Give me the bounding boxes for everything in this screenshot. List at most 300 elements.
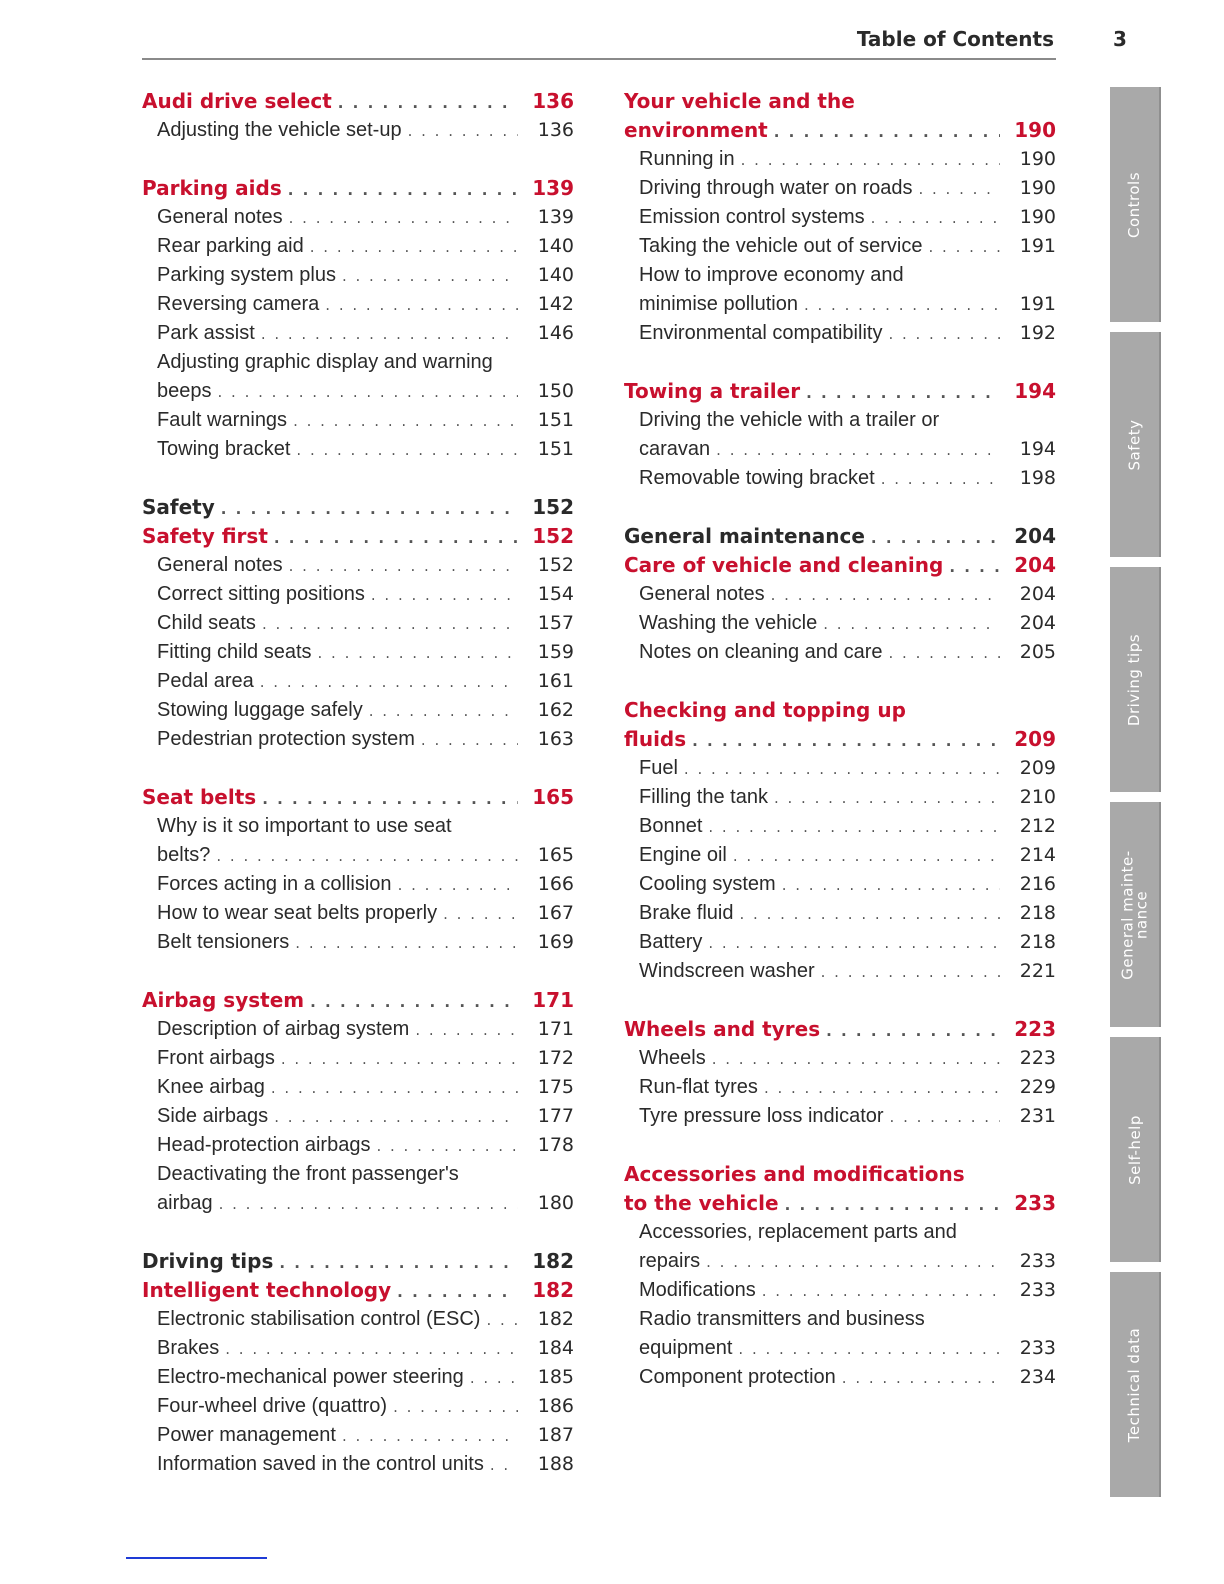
entry-title: Correct sitting positions bbox=[157, 583, 365, 605]
page-ref: 204 bbox=[1019, 612, 1056, 634]
toc-entry[interactable] bbox=[624, 1247, 1056, 1276]
page-ref: 151 bbox=[537, 438, 574, 460]
toc-chapter-entry[interactable] bbox=[624, 1015, 1056, 1044]
toc-entry[interactable] bbox=[142, 1015, 574, 1044]
toc-entry[interactable] bbox=[624, 145, 1056, 174]
chapter-tab[interactable] bbox=[1110, 87, 1161, 322]
entry-title: Pedestrian protection system bbox=[157, 728, 415, 750]
dot-leader bbox=[304, 988, 518, 1017]
entry-title: Reversing camera bbox=[157, 293, 320, 315]
page-ref: 209 bbox=[1019, 757, 1056, 779]
entry-title: Child seats bbox=[157, 612, 256, 634]
page-ref: 190 bbox=[1019, 206, 1056, 228]
chapter-title: Towing a trailer bbox=[624, 379, 801, 403]
page-ref: 209 bbox=[1014, 727, 1056, 751]
dot-leader bbox=[256, 785, 518, 814]
section-spacer bbox=[142, 754, 574, 783]
toc-entry[interactable] bbox=[624, 1334, 1056, 1363]
toc-chapter-entry[interactable] bbox=[624, 377, 1056, 406]
page-ref: 229 bbox=[1019, 1076, 1056, 1098]
dot-leader bbox=[700, 1248, 1000, 1277]
page-ref: 136 bbox=[532, 89, 574, 113]
chapter-tab[interactable] bbox=[1110, 1037, 1161, 1262]
toc-entry[interactable] bbox=[624, 928, 1056, 957]
page-ref: 233 bbox=[1019, 1337, 1056, 1359]
dot-leader bbox=[768, 784, 1000, 813]
entry-title: Bonnet bbox=[639, 815, 703, 837]
dot-leader bbox=[215, 495, 518, 524]
dot-leader bbox=[923, 233, 1001, 262]
entry-title: Cooling system bbox=[639, 873, 776, 895]
toc-entry[interactable] bbox=[142, 319, 574, 348]
dot-leader bbox=[865, 524, 1000, 553]
toc-chapter-entry[interactable] bbox=[624, 551, 1056, 580]
dot-leader bbox=[212, 378, 519, 407]
page-ref: 171 bbox=[532, 988, 574, 1012]
header-divider bbox=[142, 58, 1056, 60]
page-ref: 194 bbox=[1014, 379, 1056, 403]
page-ref: 192 bbox=[1019, 322, 1056, 344]
chapter-tab[interactable] bbox=[1110, 1272, 1161, 1497]
toc-entry[interactable] bbox=[624, 841, 1056, 870]
dot-leader bbox=[336, 1422, 518, 1451]
entry-title: repairs bbox=[639, 1250, 701, 1272]
dot-leader bbox=[365, 581, 518, 610]
toc-entry[interactable] bbox=[142, 1392, 574, 1421]
dot-leader bbox=[268, 524, 518, 553]
toc-chapter-entry[interactable] bbox=[142, 493, 574, 522]
toc-entry[interactable] bbox=[142, 203, 574, 232]
dot-leader bbox=[912, 175, 1000, 204]
entry-title: Washing the vehicle bbox=[639, 612, 818, 634]
entry-title: Adjusting graphic display and warning bbox=[157, 351, 493, 373]
entry-title: Wheels bbox=[639, 1047, 706, 1069]
page-ref: 167 bbox=[537, 902, 574, 924]
entry-title: Parking system plus bbox=[157, 264, 336, 286]
toc-entry[interactable] bbox=[142, 696, 574, 725]
section-spacer bbox=[142, 145, 574, 174]
page-ref: 152 bbox=[532, 495, 574, 519]
chapter-title: fluids bbox=[624, 727, 687, 751]
page-ref: 182 bbox=[537, 1308, 574, 1330]
toc-entry[interactable] bbox=[142, 609, 574, 638]
chapter-tab[interactable] bbox=[1110, 567, 1161, 792]
dot-leader bbox=[219, 1335, 518, 1364]
chapter-title: Safety first bbox=[142, 524, 268, 548]
chapter-title: Accessories and modifications bbox=[624, 1162, 965, 1186]
page-ref: 187 bbox=[537, 1424, 574, 1446]
chapter-title: Care of vehicle and cleaning bbox=[624, 553, 944, 577]
section-spacer bbox=[142, 1218, 574, 1247]
dot-leader bbox=[387, 1393, 518, 1422]
entry-title: How to improve economy and bbox=[639, 264, 904, 286]
toc-chapter-entry[interactable] bbox=[142, 522, 574, 551]
toc-chapter-entry[interactable] bbox=[142, 87, 574, 116]
entry-title: Taking the vehicle out of service bbox=[639, 235, 923, 257]
page-ref: 223 bbox=[1019, 1047, 1056, 1069]
entry-title: Electro-mechanical power steering bbox=[157, 1366, 464, 1388]
entry-title: Tyre pressure loss indicator bbox=[639, 1105, 884, 1127]
page-ref: 221 bbox=[1019, 960, 1056, 982]
entry-title: equipment bbox=[639, 1337, 733, 1359]
page-ref: 191 bbox=[1019, 293, 1056, 315]
toc-entry[interactable] bbox=[142, 725, 574, 754]
toc-entry[interactable] bbox=[142, 1073, 574, 1102]
toc-entry[interactable] bbox=[624, 1044, 1056, 1073]
dot-leader bbox=[884, 1103, 1000, 1132]
toc-entry[interactable] bbox=[142, 406, 574, 435]
entry-title: Notes on cleaning and care bbox=[639, 641, 883, 663]
entry-title: Brakes bbox=[157, 1337, 220, 1359]
page-ref: 151 bbox=[537, 409, 574, 431]
chapter-tab-label: Technical data bbox=[1125, 1327, 1144, 1442]
dot-leader bbox=[464, 1364, 518, 1393]
toc-entry[interactable] bbox=[624, 319, 1056, 348]
chapter-tab[interactable] bbox=[1110, 802, 1161, 1027]
entry-title: Power management bbox=[157, 1424, 336, 1446]
toc-entry[interactable] bbox=[624, 1073, 1056, 1102]
entry-title: Modifications bbox=[639, 1279, 756, 1301]
entry-title: Pedal area bbox=[157, 670, 254, 692]
dot-leader bbox=[732, 1335, 1000, 1364]
chapter-title: Intelligent technology bbox=[142, 1278, 392, 1302]
chapter-title: to the vehicle bbox=[624, 1191, 779, 1215]
page-ref: 177 bbox=[537, 1105, 574, 1127]
toc-chapter-entry[interactable] bbox=[142, 174, 574, 203]
dot-leader bbox=[319, 291, 518, 320]
page-ref: 163 bbox=[537, 728, 574, 750]
page-ref: 152 bbox=[532, 524, 574, 548]
dot-leader bbox=[734, 900, 1001, 929]
page-ref: 210 bbox=[1019, 786, 1056, 808]
dot-leader bbox=[756, 1277, 1000, 1306]
toc-chapter-entry[interactable] bbox=[624, 725, 1056, 754]
toc-chapter-entry[interactable] bbox=[624, 116, 1056, 145]
page-ref: 234 bbox=[1019, 1366, 1056, 1388]
toc-entry[interactable] bbox=[142, 232, 574, 261]
toc-entry[interactable] bbox=[624, 1218, 1056, 1247]
toc-entry[interactable] bbox=[142, 290, 574, 319]
entry-title: Deactivating the front passenger's bbox=[157, 1163, 459, 1185]
toc-entry[interactable] bbox=[142, 1450, 574, 1479]
toc-entry[interactable] bbox=[142, 348, 574, 377]
chapter-title: General maintenance bbox=[624, 524, 865, 548]
toc-entry[interactable] bbox=[142, 812, 574, 841]
dot-leader bbox=[686, 727, 1000, 756]
toc-entry[interactable] bbox=[624, 406, 1056, 435]
toc-left-column bbox=[142, 87, 574, 1479]
page-ref: 205 bbox=[1019, 641, 1056, 663]
toc-entry[interactable] bbox=[624, 435, 1056, 464]
chapter-title: Airbag system bbox=[142, 988, 305, 1012]
page-ref: 140 bbox=[537, 264, 574, 286]
dot-leader bbox=[779, 1191, 1000, 1220]
entry-title: How to wear seat belts properly bbox=[157, 902, 438, 924]
entry-title: Environmental compatibility bbox=[639, 322, 883, 344]
footer-link-underline[interactable] bbox=[126, 1557, 267, 1559]
toc-entry[interactable] bbox=[624, 899, 1056, 928]
toc-entry[interactable] bbox=[624, 1363, 1056, 1392]
dot-leader bbox=[256, 610, 518, 639]
toc-entry[interactable] bbox=[142, 435, 574, 464]
toc-chapter-entry[interactable] bbox=[142, 783, 574, 812]
toc-entry[interactable] bbox=[624, 870, 1056, 899]
toc-entry[interactable] bbox=[624, 1102, 1056, 1131]
entry-title: Knee airbag bbox=[157, 1076, 265, 1098]
entry-title: Front airbags bbox=[157, 1047, 275, 1069]
entry-title: General notes bbox=[157, 206, 283, 228]
toc-entry[interactable] bbox=[624, 1305, 1056, 1334]
page-ref: 194 bbox=[1019, 438, 1056, 460]
dot-leader bbox=[706, 1045, 1000, 1074]
page-ref: 150 bbox=[537, 380, 574, 402]
entry-title: Accessories, replacement parts and bbox=[639, 1221, 957, 1243]
entry-title: airbag bbox=[157, 1192, 213, 1214]
entry-title: Rear parking aid bbox=[157, 235, 304, 257]
dot-leader bbox=[289, 929, 518, 958]
entry-title: Why is it so important to use seat bbox=[157, 815, 452, 837]
toc-chapter-entry[interactable] bbox=[142, 1276, 574, 1305]
dot-leader bbox=[702, 929, 1000, 958]
dot-leader bbox=[758, 1074, 1000, 1103]
page-ref: 162 bbox=[537, 699, 574, 721]
chapter-title: Your vehicle and the bbox=[624, 89, 855, 113]
entry-title: Running in bbox=[639, 148, 735, 170]
toc-entry[interactable] bbox=[142, 116, 574, 145]
page-ref: 165 bbox=[532, 785, 574, 809]
page-ref: 233 bbox=[1014, 1191, 1056, 1215]
entry-title: Windscreen washer bbox=[639, 960, 815, 982]
toc-chapter-entry[interactable] bbox=[624, 1160, 1056, 1189]
toc-right-column bbox=[624, 87, 1056, 1392]
page-title: Table of Contents bbox=[856, 27, 1054, 51]
dot-leader bbox=[336, 262, 518, 291]
toc-entry[interactable] bbox=[624, 580, 1056, 609]
entry-title: Forces acting in a collision bbox=[157, 873, 392, 895]
chapter-tab-label: Driving tips bbox=[1125, 633, 1144, 726]
toc-entry[interactable] bbox=[142, 1131, 574, 1160]
page-number: 3 bbox=[1113, 27, 1127, 51]
page-ref: 233 bbox=[1019, 1279, 1056, 1301]
toc-entry[interactable] bbox=[142, 1305, 574, 1334]
toc-entry[interactable] bbox=[624, 232, 1056, 261]
page-ref: 146 bbox=[537, 322, 574, 344]
toc-entry[interactable] bbox=[142, 377, 574, 406]
section-spacer bbox=[624, 667, 1056, 696]
page-ref: 216 bbox=[1019, 873, 1056, 895]
page-ref: 154 bbox=[537, 583, 574, 605]
page-ref: 212 bbox=[1019, 815, 1056, 837]
page-ref: 231 bbox=[1019, 1105, 1056, 1127]
entry-title: Fitting child seats bbox=[157, 641, 312, 663]
page-ref: 180 bbox=[537, 1192, 574, 1214]
toc-entry[interactable] bbox=[624, 290, 1056, 319]
dot-leader bbox=[437, 900, 518, 929]
dot-leader bbox=[865, 204, 1000, 233]
chapter-title: Safety bbox=[142, 495, 215, 519]
dot-leader bbox=[484, 1451, 518, 1480]
entry-title: Component protection bbox=[639, 1366, 836, 1388]
page-ref: 166 bbox=[537, 873, 574, 895]
entry-title: minimise pollution bbox=[639, 293, 798, 315]
dot-leader bbox=[678, 755, 1000, 784]
page-ref: 190 bbox=[1014, 118, 1056, 142]
chapter-tab-label: Self-help bbox=[1125, 1114, 1144, 1185]
dot-leader bbox=[943, 553, 1000, 582]
dot-leader bbox=[370, 1132, 518, 1161]
toc-chapter-entry[interactable] bbox=[624, 696, 1056, 725]
dot-leader bbox=[363, 697, 518, 726]
entry-title: Emission control systems bbox=[639, 206, 865, 228]
entry-title: Adjusting the vehicle set-up bbox=[157, 119, 402, 141]
toc-entry[interactable] bbox=[142, 899, 574, 928]
page-ref: 182 bbox=[532, 1249, 574, 1273]
dot-leader bbox=[820, 1017, 1000, 1046]
chapter-title: Wheels and tyres bbox=[624, 1017, 821, 1041]
toc-entry[interactable] bbox=[624, 609, 1056, 638]
page-ref: 159 bbox=[537, 641, 574, 663]
dot-leader bbox=[265, 1074, 518, 1103]
page-ref: 188 bbox=[537, 1453, 574, 1475]
page-ref: 142 bbox=[537, 293, 574, 315]
dot-leader bbox=[213, 1190, 518, 1219]
chapter-tab-label: Controls bbox=[1125, 171, 1144, 238]
toc-entry[interactable] bbox=[142, 667, 574, 696]
entry-title: Four-wheel drive (quattro) bbox=[157, 1395, 388, 1417]
toc-chapter-entry[interactable] bbox=[142, 1247, 574, 1276]
dot-leader bbox=[255, 320, 518, 349]
toc-entry[interactable] bbox=[142, 1189, 574, 1218]
entry-title: Driving the vehicle with a trailer or bbox=[639, 409, 940, 431]
dot-leader bbox=[290, 436, 518, 465]
page-ref: 152 bbox=[537, 554, 574, 576]
page-ref: 198 bbox=[1019, 467, 1056, 489]
toc-chapter-entry[interactable] bbox=[142, 986, 574, 1015]
entry-title: Electronic stabilisation control (ESC) bbox=[157, 1308, 481, 1330]
entry-title: Brake fluid bbox=[639, 902, 734, 924]
toc-entry[interactable] bbox=[142, 1363, 574, 1392]
toc-entry[interactable] bbox=[624, 754, 1056, 783]
page-ref: 157 bbox=[537, 612, 574, 634]
entry-title: Information saved in the control units bbox=[157, 1453, 484, 1475]
toc-entry[interactable] bbox=[624, 638, 1056, 667]
page-ref: 139 bbox=[532, 176, 574, 200]
dot-leader bbox=[735, 146, 1000, 175]
entry-title: Towing bracket bbox=[157, 438, 291, 460]
entry-title: Filling the tank bbox=[639, 786, 768, 808]
entry-title: Run-flat tyres bbox=[639, 1076, 758, 1098]
entry-title: General notes bbox=[157, 554, 283, 576]
toc-entry[interactable] bbox=[624, 812, 1056, 841]
page-ref: 190 bbox=[1019, 177, 1056, 199]
toc-entry[interactable] bbox=[142, 841, 574, 870]
toc-entry[interactable] bbox=[142, 1044, 574, 1073]
dot-leader bbox=[273, 1249, 518, 1278]
toc-entry[interactable] bbox=[624, 261, 1056, 290]
chapter-tab-label: Safety bbox=[1125, 419, 1144, 470]
section-spacer bbox=[142, 464, 574, 493]
entry-title: Fault warnings bbox=[157, 409, 288, 431]
entry-title: Stowing luggage safely bbox=[157, 699, 363, 721]
toc-entry[interactable] bbox=[142, 261, 574, 290]
dot-leader bbox=[275, 1045, 518, 1074]
chapter-tab-label: General mainte- nance bbox=[1118, 849, 1151, 980]
dot-leader bbox=[776, 871, 1000, 900]
page-ref: 139 bbox=[537, 206, 574, 228]
toc-entry[interactable] bbox=[142, 580, 574, 609]
section-spacer bbox=[142, 957, 574, 986]
section-spacer bbox=[624, 493, 1056, 522]
page-ref: 182 bbox=[532, 1278, 574, 1302]
dot-leader bbox=[480, 1306, 518, 1335]
entry-title: beeps bbox=[157, 380, 212, 402]
toc-entry[interactable] bbox=[624, 203, 1056, 232]
page-ref: 171 bbox=[537, 1018, 574, 1040]
dot-leader bbox=[283, 204, 518, 233]
entry-title: Description of airbag system bbox=[157, 1018, 410, 1040]
toc-entry[interactable] bbox=[142, 928, 574, 957]
page-ref: 172 bbox=[537, 1047, 574, 1069]
chapter-tab[interactable] bbox=[1110, 332, 1161, 557]
page-ref: 233 bbox=[1019, 1250, 1056, 1272]
dot-leader bbox=[268, 1103, 518, 1132]
dot-leader bbox=[727, 842, 1000, 871]
toc-chapter-entry[interactable] bbox=[624, 87, 1056, 116]
dot-leader bbox=[332, 89, 518, 118]
page-ref: 136 bbox=[537, 119, 574, 141]
toc-entry[interactable] bbox=[142, 1334, 574, 1363]
toc-chapter-entry[interactable] bbox=[624, 522, 1056, 551]
dot-leader bbox=[392, 871, 518, 900]
toc-entry[interactable] bbox=[142, 638, 574, 667]
toc-entry[interactable] bbox=[142, 870, 574, 899]
dot-leader bbox=[836, 1364, 1000, 1393]
dot-leader bbox=[415, 726, 518, 755]
dot-leader bbox=[210, 842, 518, 871]
dot-leader bbox=[702, 813, 1000, 842]
section-spacer bbox=[624, 348, 1056, 377]
chapter-title: environment bbox=[624, 118, 768, 142]
page-ref: 140 bbox=[537, 235, 574, 257]
toc-entry[interactable] bbox=[624, 783, 1056, 812]
entry-title: Park assist bbox=[157, 322, 255, 344]
chapter-title: Parking aids bbox=[142, 176, 282, 200]
dot-leader bbox=[254, 668, 518, 697]
toc-entry[interactable] bbox=[624, 464, 1056, 493]
page-ref: 214 bbox=[1019, 844, 1056, 866]
dot-leader bbox=[800, 379, 1000, 408]
toc-entry[interactable] bbox=[624, 957, 1056, 986]
toc-entry[interactable] bbox=[624, 1276, 1056, 1305]
entry-title: Belt tensioners bbox=[157, 931, 290, 953]
toc-entry[interactable] bbox=[142, 1102, 574, 1131]
page-ref: 169 bbox=[537, 931, 574, 953]
page-ref: 191 bbox=[1019, 235, 1056, 257]
toc-entry[interactable] bbox=[142, 1160, 574, 1189]
chapter-title: Seat belts bbox=[142, 785, 257, 809]
toc-entry[interactable] bbox=[624, 174, 1056, 203]
page-ref: 165 bbox=[537, 844, 574, 866]
page-ref: 218 bbox=[1019, 931, 1056, 953]
dot-leader bbox=[391, 1278, 518, 1307]
section-spacer bbox=[624, 1131, 1056, 1160]
toc-entry[interactable] bbox=[142, 1421, 574, 1450]
dot-leader bbox=[282, 176, 518, 205]
toc-chapter-entry[interactable] bbox=[624, 1189, 1056, 1218]
dot-leader bbox=[875, 465, 1000, 494]
toc-entry[interactable] bbox=[142, 551, 574, 580]
entry-title: Engine oil bbox=[639, 844, 727, 866]
